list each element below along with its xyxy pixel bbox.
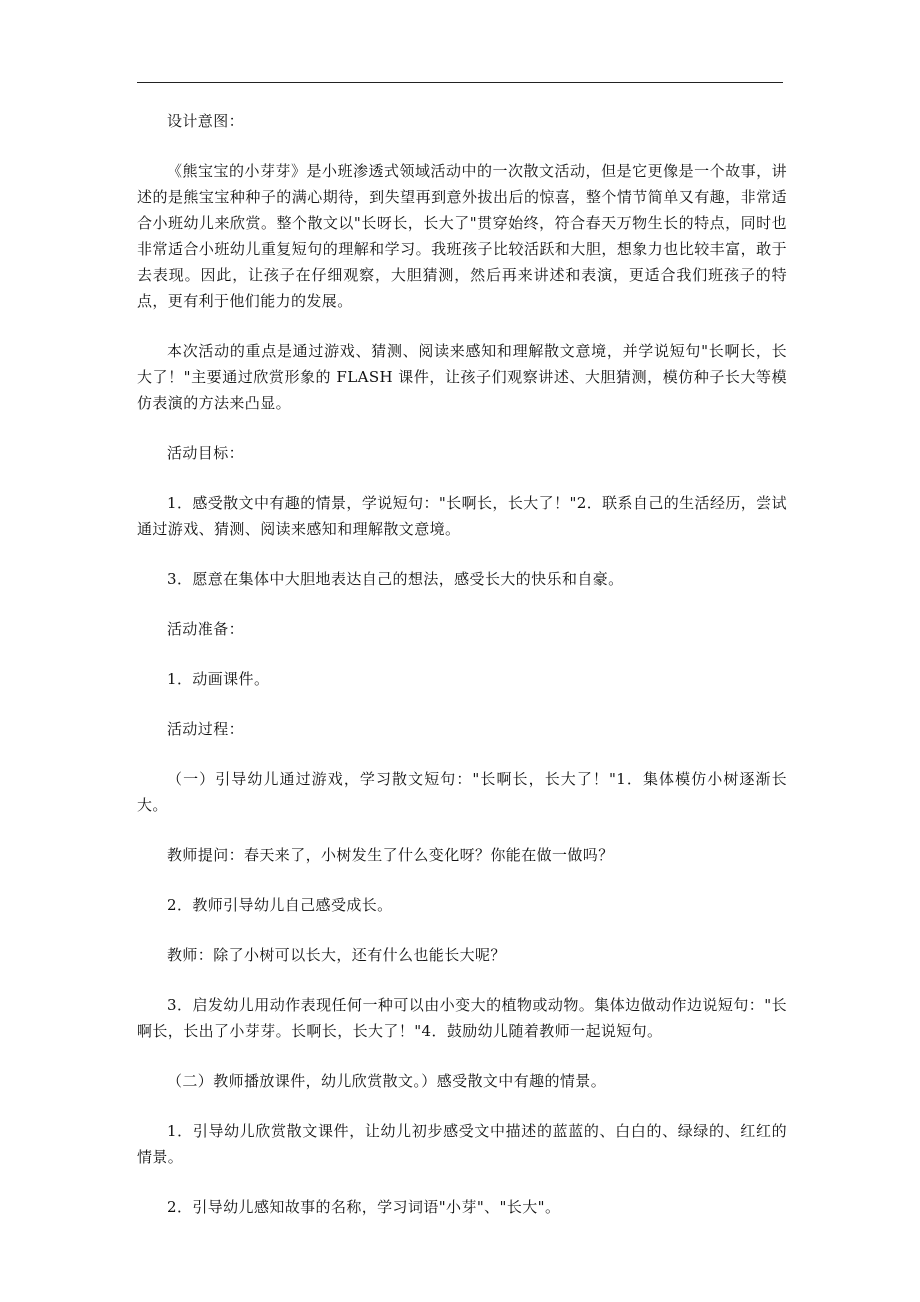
process-step-3-4: 3．启发幼儿用动作表现任何一种可以由小变大的植物或动物。集体边做动作边说短句："长啊长，长出了小芽芽。长啊长，长大了！"4．鼓励幼儿随着教师一起说短句。 (137, 996, 787, 1040)
heading-activity-process: 活动过程： (167, 720, 245, 738)
process-step-2: 2．教师引导幼儿自己感受成长。 (167, 896, 393, 914)
teacher-question-2: 教师：除了小树可以长大，还有什么也能长大呢？ (167, 946, 506, 964)
goal-1-2: 1．感受散文中有趣的情景，学说短句："长啊长，长大了！"2．联系自己的生活经历，尝试通过游戏、猜测、阅读来感知和理解散文意境。 (137, 494, 787, 538)
design-intent-paragraph: 《熊宝宝的小芽芽》是小班渗透式领域活动中的一次散文活动，但是它更像是一个故事，讲述的是熊宝宝种种子的满心期待，到失望再到意外拔出后的惊喜，整个情节简单又有趣，非常适合小班幼儿来欣赏。整个散文以"长呀长，长大了"贯穿始终，符合春天万物生长的特点，同时也非常适合小班幼儿重复短句的理解和学习。我班孩子比较活跃和大胆，想象力也比较丰富，敢于去表现。因此，让孩子在仔细观察，大胆猜测，然后再来讲述和表演，更适合我们班孩子的特点，更有利于他们能力的发展。 (137, 162, 787, 310)
preparation-item-1: 1．动画课件。 (167, 670, 270, 688)
document-body (137, 108, 787, 1244)
process-part-2: （二）教师播放课件，幼儿欣赏散文。）感受散文中有趣的情景。 (167, 1072, 607, 1090)
part-2-step-1: 1．引导幼儿欣赏散文课件，让幼儿初步感受文中描述的蓝蓝的、白白的、绿绿的、红红的情景。 (137, 1122, 787, 1166)
focus-paragraph: 本次活动的重点是通过游戏、猜测、阅读来感知和理解散文意境，并学说短句"长啊长，长大了！"主要通过欣赏形象的 FLASH 课件，让孩子们观察讲述、大胆猜测，模仿种子长大等模仿表演的方法来凸显。 (137, 342, 787, 412)
heading-design-intent: 设计意图： (167, 112, 245, 130)
part-2-step-2: 2．引导幼儿感知故事的名称，学习词语"小芽"、"长大"。 (167, 1198, 561, 1216)
heading-activity-preparation: 活动准备： (167, 620, 245, 638)
header-rule (137, 82, 783, 83)
goal-3: 3．愿意在集体中大胆地表达自己的想法，感受长大的快乐和自豪。 (167, 570, 624, 588)
process-part-1: （一）引导幼儿通过游戏，学习散文短句："长啊长，长大了！"1．集体模仿小树逐渐长大。 (137, 770, 787, 814)
teacher-question-1: 教师提问：春天来了，小树发生了什么变化呀？你能在做一做吗？ (167, 846, 614, 864)
heading-activity-goals: 活动目标： (167, 444, 245, 462)
